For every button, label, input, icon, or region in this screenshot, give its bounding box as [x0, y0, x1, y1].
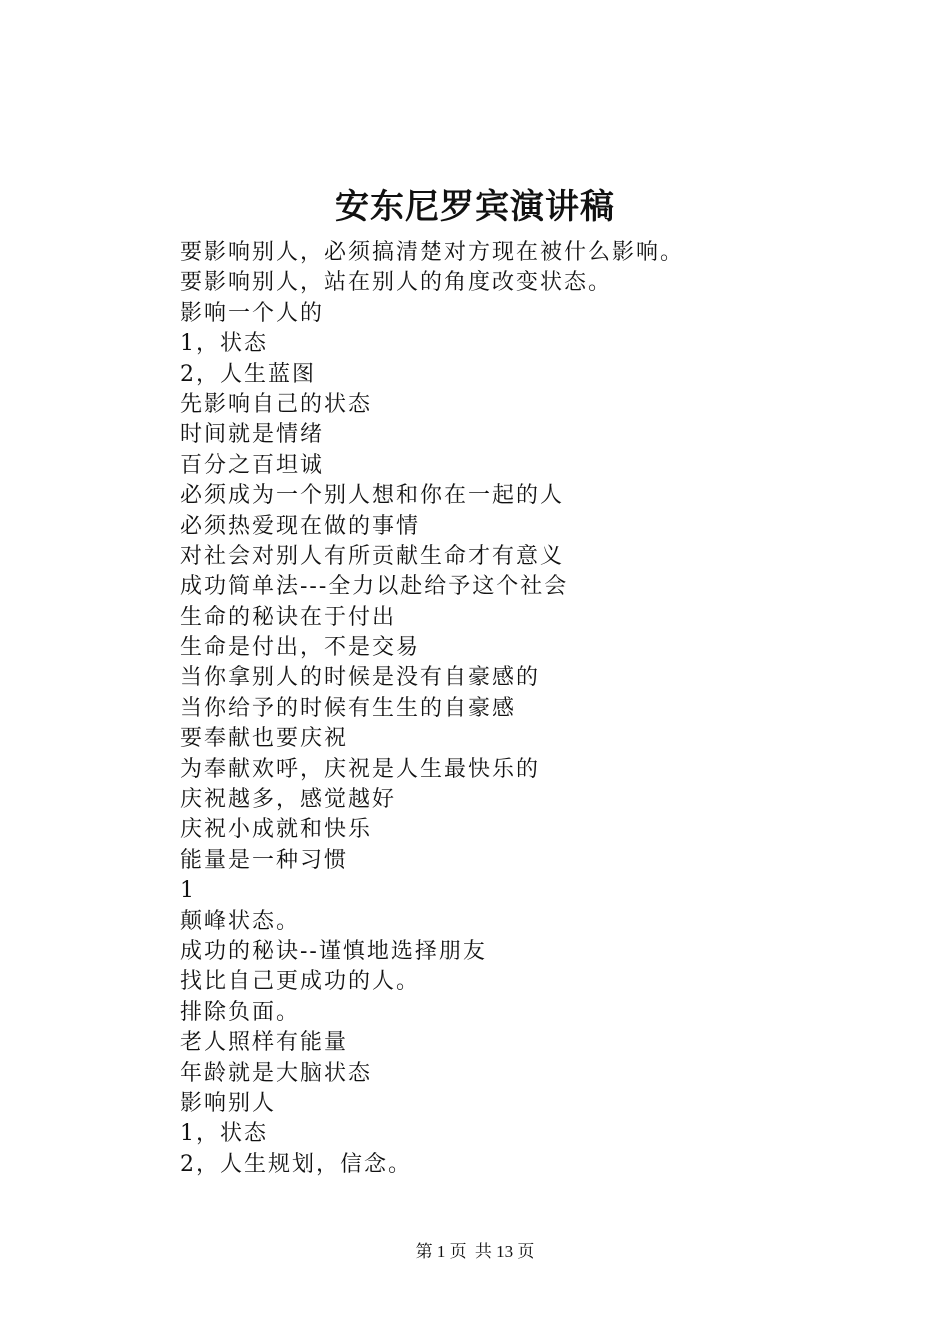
text-line: 庆祝越多，感觉越好 [180, 787, 397, 813]
text-line: 1，状态 [180, 1121, 268, 1147]
page-number: 第 1 页 [415, 1242, 467, 1261]
text-line: 2，人生规划，信念。 [180, 1151, 412, 1177]
text-line: 排除负面。 [180, 999, 301, 1025]
text-line: 找比自己更成功的人。 [180, 969, 421, 995]
text-line: 庆祝小成就和快乐 [180, 817, 373, 843]
text-line: 2，人生蓝图 [180, 361, 316, 387]
document-title: 安东尼罗宾演讲稿 [335, 187, 615, 227]
text-line: 颠峰状态。 [180, 908, 301, 934]
text-line: 对社会对别人有所贡献生命才有意义 [180, 543, 565, 569]
text-line: 成功的秘诀--谨慎地选择朋友 [180, 938, 487, 964]
text-line: 影响别人 [180, 1090, 277, 1116]
text-line: 要影响别人，必须搞清楚对方现在被什么影响。 [180, 240, 685, 265]
text-line: 老人照样有能量 [180, 1030, 349, 1056]
text-line: 1 [180, 878, 196, 904]
text-line: 当你给予的时候有生生的自豪感 [180, 695, 517, 721]
text-line: 成功简单法---全力以赴给予这个社会 [180, 574, 569, 600]
text-line: 必须成为一个别人想和你在一起的人 [180, 483, 565, 509]
text-line: 要奉献也要庆祝 [180, 726, 349, 752]
text-line: 生命的秘诀在于付出 [180, 604, 397, 630]
text-line: 当你拿别人的时候是没有自豪感的 [180, 665, 541, 691]
text-line: 生命是付出，不是交易 [180, 635, 421, 661]
page-footer [0, 1240, 950, 1264]
text-line: 时间就是情绪 [180, 422, 325, 448]
text-line: 能量是一种习惯 [180, 847, 349, 873]
text-line: 影响一个人的 [180, 300, 325, 326]
text-line: 必须热爱现在做的事情 [180, 513, 421, 539]
text-line: 1，状态 [180, 331, 268, 357]
text-line: 为奉献欢呼，庆祝是人生最快乐的 [180, 756, 541, 782]
text-line: 要影响别人，站在别人的角度改变状态。 [180, 270, 613, 296]
text-line: 百分之百坦诚 [180, 452, 325, 478]
page-total: 共 13 页 [474, 1242, 535, 1261]
text-line: 年龄就是大脑状态 [180, 1060, 373, 1086]
text-line: 先影响自己的状态 [180, 391, 373, 417]
document-body [180, 238, 880, 1180]
